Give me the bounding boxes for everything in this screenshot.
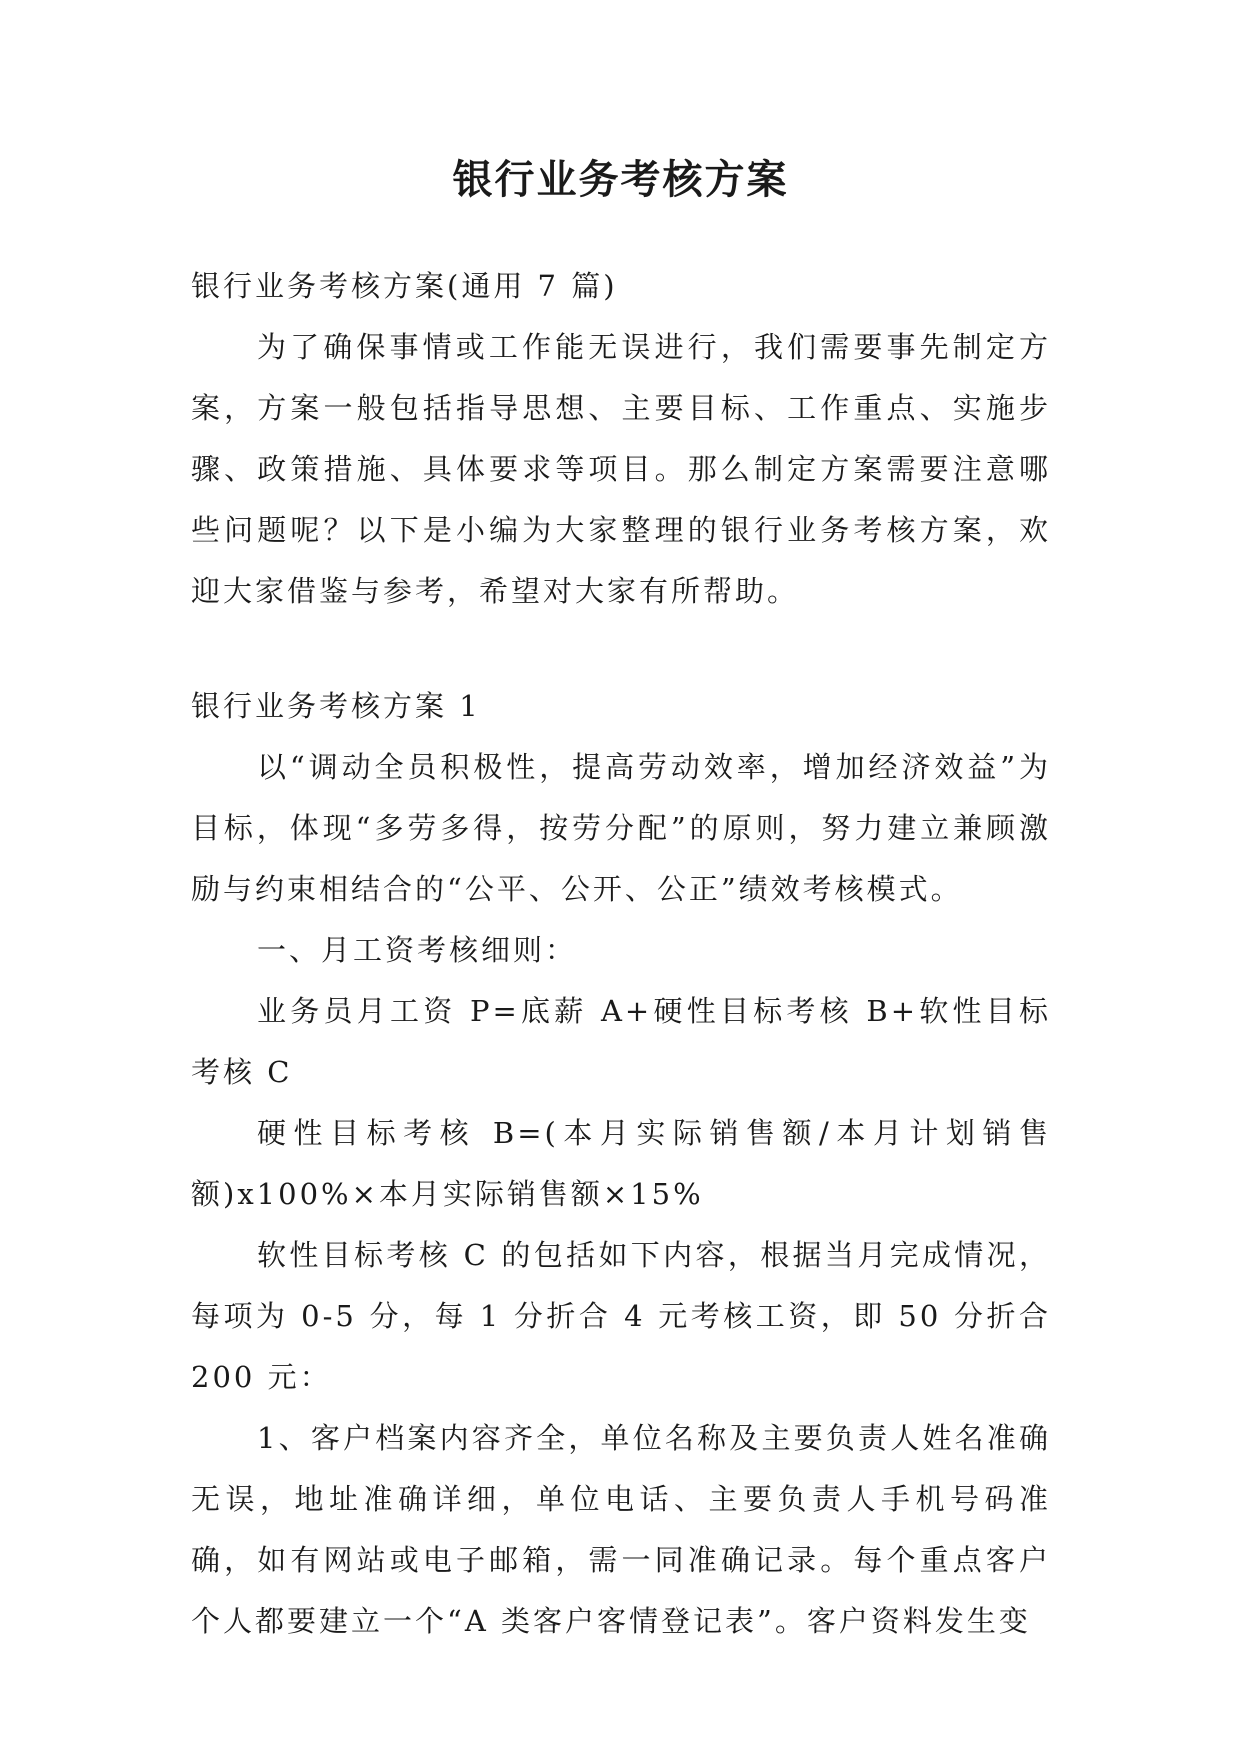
formula-paragraph: 业务员月工资 P=底薪 A+硬性目标考核 B+软性目标考核 C (191, 994, 1051, 1089)
body-paragraph: 以“调动全员积极性，提高劳动效率，增加经济效益”为目标，体现“多劳多得，按劳分配”的原则，努力建立兼顾激励与约束相结合的“公平、公开、公正”绩效考核模式。 (191, 750, 1051, 906)
body-paragraph: 1、客户档案内容齐全，单位名称及主要负责人姓名准确无误，地址准确详细，单位电话、主要负责人手机号码准确，如有网站或电子邮箱，需一同准确记录。每个重点客户个人都要建立一个“A 类客户客情登记表”。客户资料发生变 (191, 1421, 1051, 1638)
section-heading: 银行业务考核方案 1 (191, 689, 481, 723)
document-body (191, 256, 1051, 1652)
body-paragraph: 软性目标考核 C 的包括如下内容，根据当月完成情况，每项为 0-5 分，每 1 分折合 4 元考核工资，即 50 分折合 200 元： (191, 1238, 1051, 1394)
document-subtitle: 银行业务考核方案(通用 7 篇) (191, 269, 618, 303)
document-title: 银行业务考核方案 (452, 156, 789, 203)
formula-paragraph: 硬性目标考核 B=(本月实际销售额/本月计划销售额)x100%×本月实际销售额×15% (191, 1116, 1051, 1211)
intro-paragraph: 为了确保事情或工作能无误进行，我们需要事先制定方案，方案一般包括指导思想、主要目标、工作重点、实施步骤、政策措施、具体要求等项目。那么制定方案需要注意哪些问题呢？以下是小编为大家整理的银行业务考核方案，欢迎大家借鉴与参考，希望对大家有所帮助。 (191, 330, 1051, 608)
body-paragraph: 一、月工资考核细则： (257, 933, 578, 967)
